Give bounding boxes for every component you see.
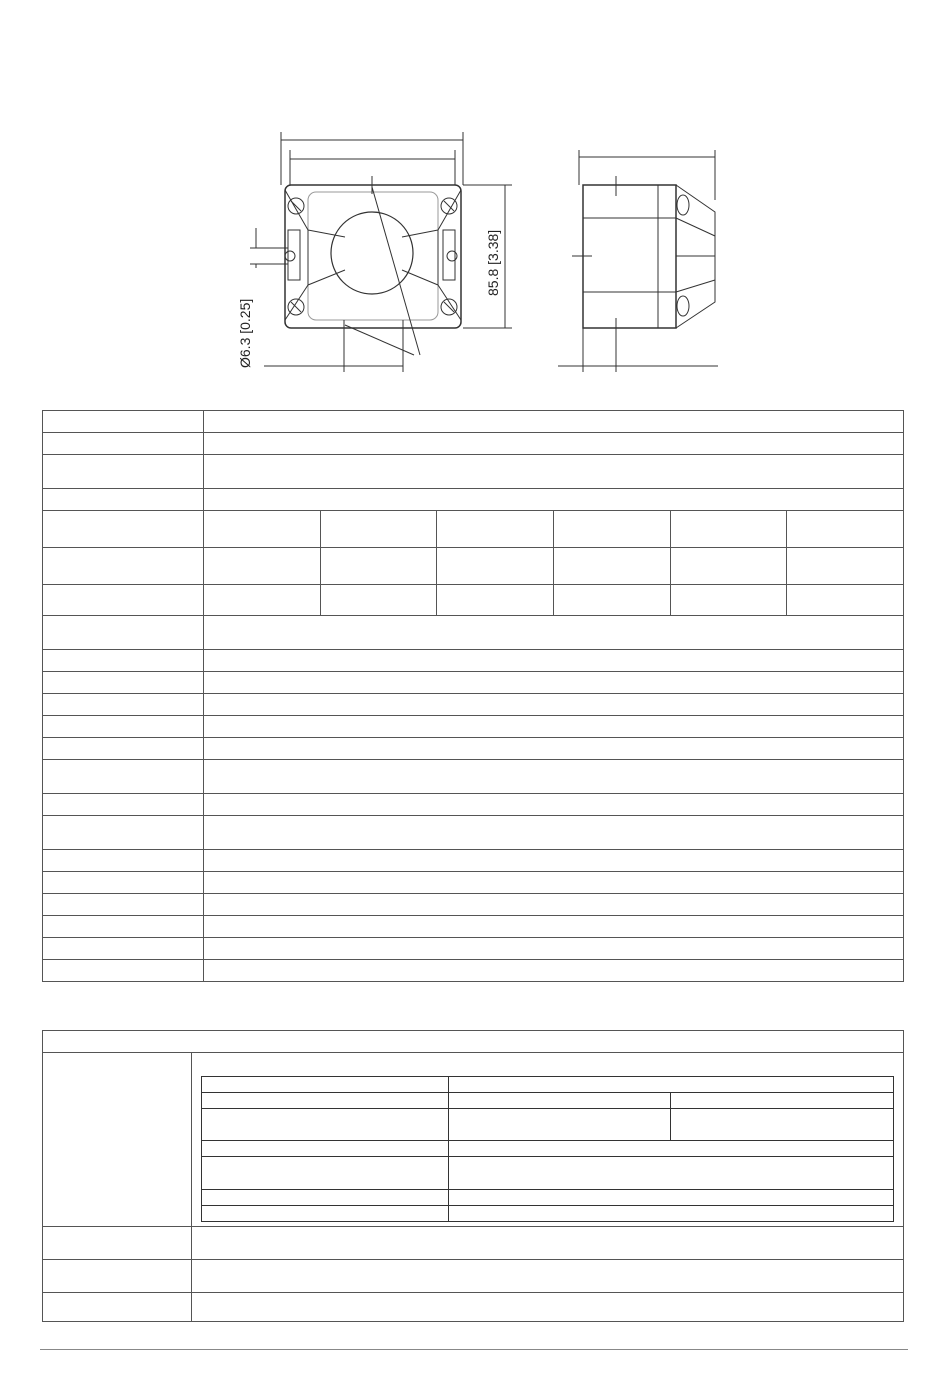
spec-label-cell bbox=[43, 548, 204, 585]
spec-label-cell bbox=[43, 716, 204, 738]
spec-value-cell bbox=[204, 760, 904, 794]
spec-label-cell bbox=[43, 894, 204, 916]
spec-sub-cell bbox=[787, 585, 904, 616]
inner-cell bbox=[449, 1190, 894, 1206]
inner-cell bbox=[449, 1109, 671, 1141]
spec-label-cell bbox=[43, 650, 204, 672]
spec-sub-cell bbox=[320, 511, 437, 548]
row-divider bbox=[43, 1259, 903, 1260]
spec-label-cell bbox=[43, 738, 204, 760]
spec-label-cell bbox=[43, 489, 204, 511]
spec-value-cell bbox=[204, 694, 904, 716]
spec-label-cell bbox=[43, 672, 204, 694]
inner-cell bbox=[202, 1093, 449, 1109]
spec-value-cell bbox=[204, 916, 904, 938]
front-view bbox=[250, 132, 512, 372]
spec-value-cell bbox=[204, 894, 904, 916]
spec-label-cell bbox=[43, 694, 204, 716]
spec-sub-cell bbox=[437, 548, 554, 585]
spec-label-cell bbox=[43, 433, 204, 455]
conditions-inner-table bbox=[201, 1076, 894, 1222]
spec-value-cell bbox=[204, 650, 904, 672]
inner-cell bbox=[671, 1093, 894, 1109]
spec-sub-cell bbox=[553, 585, 670, 616]
spec-value-cell bbox=[204, 738, 904, 760]
inner-cell bbox=[202, 1077, 449, 1093]
spec-value-cell bbox=[204, 411, 904, 433]
spec-label-cell bbox=[43, 850, 204, 872]
inner-cell bbox=[449, 1206, 894, 1222]
height-dimension-label: 85.8 [3.38] bbox=[485, 229, 501, 296]
inner-cell bbox=[449, 1141, 894, 1157]
spec-label-cell bbox=[43, 872, 204, 894]
spec-value-cell bbox=[204, 872, 904, 894]
side-view bbox=[558, 150, 718, 372]
spec-value-cell bbox=[204, 716, 904, 738]
spec-sub-cell bbox=[670, 585, 787, 616]
inner-cell bbox=[202, 1157, 449, 1190]
spec-value-cell bbox=[204, 616, 904, 650]
inner-cell bbox=[202, 1206, 449, 1222]
spec-label-cell bbox=[43, 411, 204, 433]
inner-cell bbox=[449, 1077, 894, 1093]
inner-cell bbox=[449, 1093, 671, 1109]
spec-value-cell bbox=[204, 455, 904, 489]
spec-sub-cell bbox=[437, 511, 554, 548]
spec-label-cell bbox=[43, 816, 204, 850]
spec-value-cell bbox=[204, 794, 904, 816]
spec-label-cell bbox=[43, 585, 204, 616]
spec-sub-cell bbox=[204, 511, 321, 548]
spec-sub-cell bbox=[553, 511, 670, 548]
spec-sub-cell bbox=[204, 585, 321, 616]
spec-value-cell bbox=[204, 433, 904, 455]
technical-drawing bbox=[0, 0, 950, 400]
inner-cell bbox=[449, 1157, 894, 1190]
spec-value-cell bbox=[204, 816, 904, 850]
spec-sub-cell bbox=[787, 548, 904, 585]
inner-cell bbox=[202, 1141, 449, 1157]
spec-label-cell bbox=[43, 616, 204, 650]
specification-table bbox=[42, 410, 904, 982]
conditions-box bbox=[42, 1030, 904, 1322]
conditions-label-column bbox=[43, 1052, 192, 1321]
spec-sub-cell bbox=[204, 548, 321, 585]
spec-label-cell bbox=[43, 794, 204, 816]
inner-cell bbox=[202, 1190, 449, 1206]
spec-sub-cell bbox=[320, 548, 437, 585]
conditions-header bbox=[43, 1031, 903, 1053]
spec-sub-cell bbox=[320, 585, 437, 616]
spec-sub-cell bbox=[670, 548, 787, 585]
inner-cell bbox=[202, 1109, 449, 1141]
spec-sub-cell bbox=[437, 585, 554, 616]
row-divider bbox=[43, 1226, 903, 1227]
spec-sub-cell bbox=[553, 548, 670, 585]
spec-label-cell bbox=[43, 938, 204, 960]
spec-label-cell bbox=[43, 760, 204, 794]
spec-sub-cell bbox=[787, 511, 904, 548]
spec-label-cell bbox=[43, 960, 204, 982]
spec-label-cell bbox=[43, 916, 204, 938]
hole-dimension-label: Ø6.3 [0.25] bbox=[237, 298, 253, 368]
row-divider bbox=[43, 1292, 903, 1293]
footer-rule bbox=[40, 1349, 908, 1350]
spec-label-cell bbox=[43, 455, 204, 489]
spec-label-cell bbox=[43, 511, 204, 548]
spec-value-cell bbox=[204, 672, 904, 694]
inner-cell bbox=[671, 1109, 894, 1141]
spec-value-cell bbox=[204, 850, 904, 872]
spec-sub-cell bbox=[670, 511, 787, 548]
spec-value-cell bbox=[204, 938, 904, 960]
spec-value-cell bbox=[204, 489, 904, 511]
spec-value-cell bbox=[204, 960, 904, 982]
